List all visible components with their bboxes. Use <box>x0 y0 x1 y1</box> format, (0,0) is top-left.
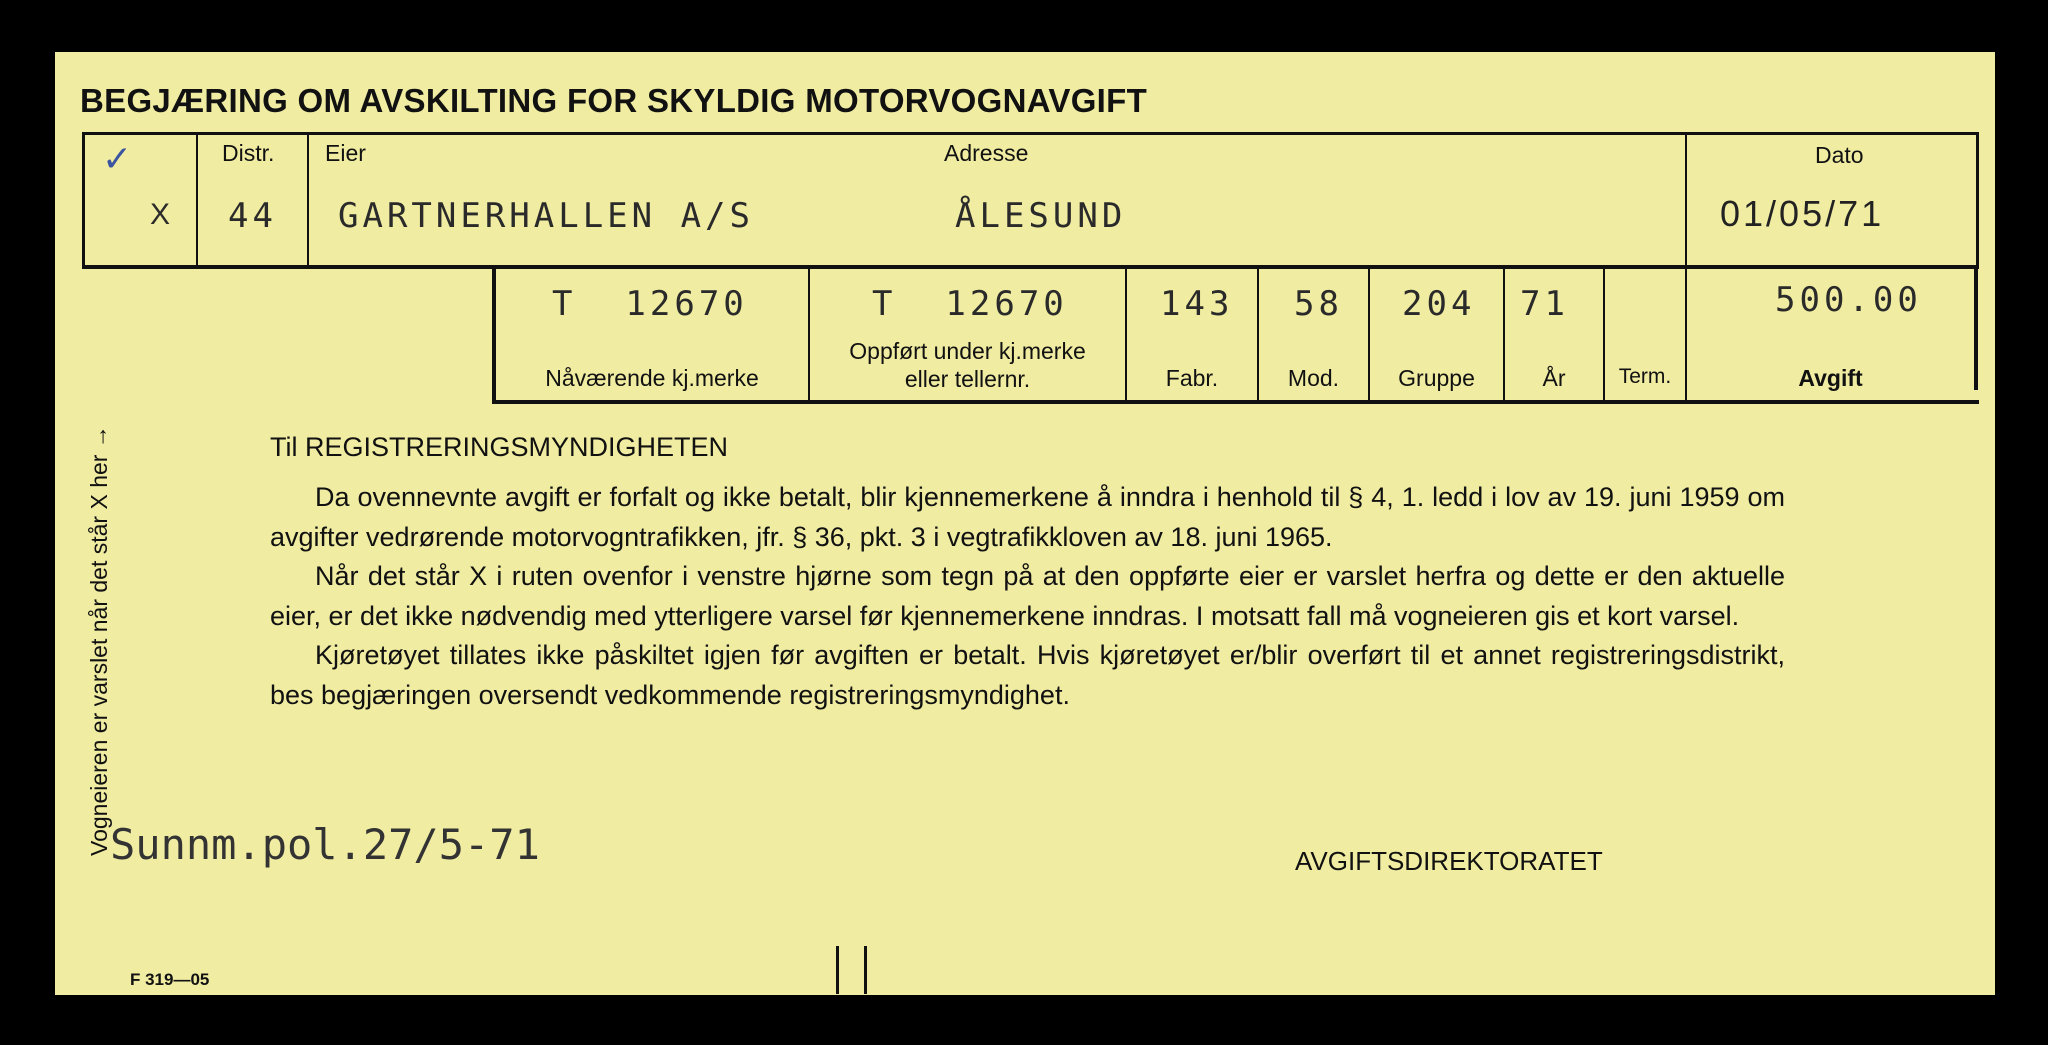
header-label-adresse: Adresse <box>944 140 1029 166</box>
side-note-text: Vogneieren er varslet når det står X her <box>86 454 112 856</box>
vehicle-label-gruppe: Gruppe <box>1398 365 1475 391</box>
vehicle-right-border <box>1974 267 1978 390</box>
header-value-distr: 44 <box>228 196 277 236</box>
vehicle-label-listed-under-2: eller tellernr. <box>904 366 1031 392</box>
vehicle-label-current-reg: Nåværende kj.merke <box>545 365 759 391</box>
form-title: BEGJÆRING OM AVSKILTING FOR SKYLDIG MOTORVOGNAVGIFT <box>80 82 1148 119</box>
side-arrow-icon: → <box>86 425 112 449</box>
vehicle-label-avgift: Avgift <box>1798 365 1863 391</box>
header-label-dato: Dato <box>1815 142 1864 168</box>
vehicle-label-listed-under-1: Oppført under kj.merke <box>849 338 1086 364</box>
vehicle-bottom-border <box>492 400 1979 404</box>
letter-paragraph-2: Når det står X i ruten ovenfor i venstre hjørne som tegn på at den oppførte eier er varslet herfra og dette er den aktuelle eier, er det ikke nødvendig med ytterligere varsel før kjennemerkene inndras. I motsatt fall må vogneieren gis et kort varsel. <box>270 561 1785 631</box>
header-right-border <box>1976 132 1979 269</box>
vehicle-label-aar: År <box>1542 365 1566 391</box>
letter-recipient: Til REGISTRERINGSMYNDIGHETEN <box>270 432 729 462</box>
header-divider-1 <box>196 132 198 267</box>
header-value-eier: GARTNERHALLEN A/S <box>338 196 754 236</box>
vehicle-value-mod: 58 <box>1294 284 1343 324</box>
header-value-adresse: ÅLESUND <box>955 196 1127 236</box>
header-bottom-border <box>82 265 1979 269</box>
vehicle-label-mod: Mod. <box>1287 365 1340 391</box>
header-divider-2 <box>307 132 309 267</box>
vehicle-label-term: Term. <box>1618 365 1672 388</box>
side-note <box>86 276 126 856</box>
bottom-tick-1 <box>836 946 839 994</box>
header-divider-3 <box>1685 132 1687 267</box>
vehicle-value-gruppe: 204 <box>1402 284 1476 324</box>
header-left-border <box>82 132 85 269</box>
form-number: F 319—05 <box>130 970 210 989</box>
letter-body <box>270 478 1785 715</box>
police-stamp: Sunnm.pol.27/5-71 <box>110 820 540 869</box>
letter-paragraph-1: Da ovennevnte avgift er forfalt og ikke betalt, blir kjennemerkene å inndra i henhold til § 4, 1. ledd i lov av 19. juni 1959 om avgifter vedrørende motorvogntrafikken, jfr. § 36, pkt. 3 i vegtrafikkloven av 18. juni 1965. <box>270 482 1785 552</box>
letter-paragraph-3: Kjøretøyet tillates ikke påskiltet igjen før avgiften er betalt. Hvis kjøretøyet er/blir overført til et annet registreringsdistrikt, bes begjæringen oversendt vedkommende registreringsmyndighet. <box>270 640 1785 710</box>
header-top-border <box>82 132 1979 135</box>
vehicle-label-fabr: Fabr. <box>1165 365 1219 391</box>
bottom-tick-2 <box>864 946 867 994</box>
header-label-distr: Distr. <box>222 140 275 166</box>
vehicle-value-aar: 71 <box>1520 284 1569 324</box>
signature: AVGIFTSDIREKTORATET <box>1295 846 1603 876</box>
vehicle-value-current-reg: T 12670 <box>552 284 748 324</box>
vehicle-value-avgift: 500.00 <box>1775 280 1922 320</box>
vehicle-value-listed-under: T 12670 <box>872 284 1068 324</box>
vehicle-value-fabr: 143 <box>1160 284 1234 324</box>
header-value-mark: X <box>150 198 175 231</box>
header-label-eier: Eier <box>325 140 366 166</box>
header-value-dato: 01/05/71 <box>1720 193 1885 234</box>
check-mark-icon: ✓ <box>102 138 133 179</box>
